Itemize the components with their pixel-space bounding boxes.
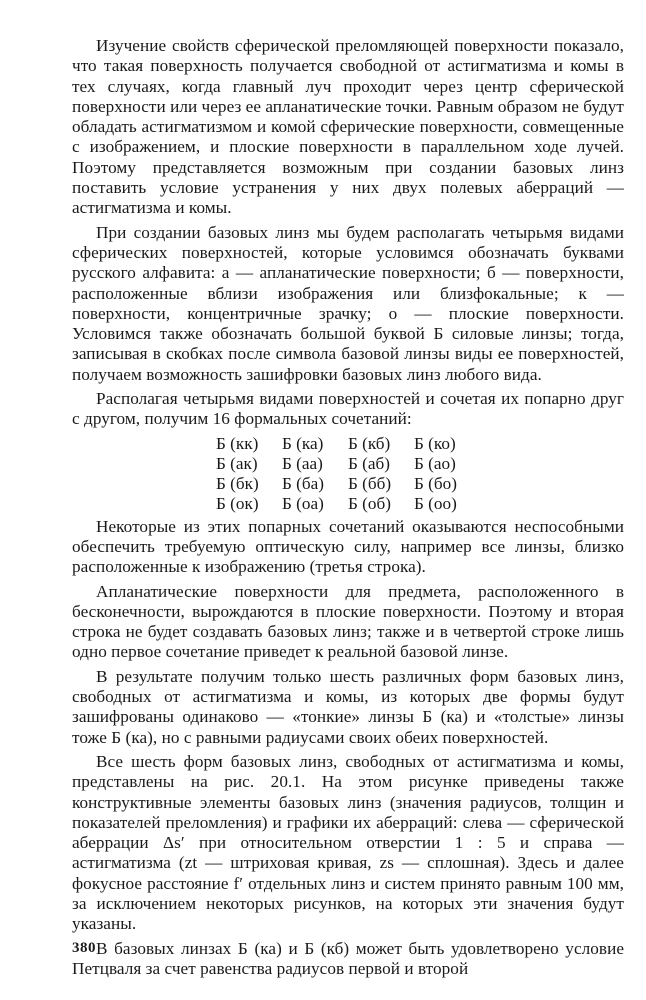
- combination-cell: Б (ка): [282, 433, 324, 453]
- combination-cell: Б (бк): [216, 473, 259, 493]
- combination-cell: Б (бб): [348, 473, 392, 493]
- paragraph-combinations-intro: Располагая четырьмя видами поверхностей и сочетая их попарно друг с другом, получим 16 формальных сочетаний:: [72, 389, 624, 429]
- combination-cell: Б (ко): [414, 433, 456, 453]
- combination-cell: Б (оа): [282, 493, 324, 513]
- combination-cell: Б (ок): [216, 493, 259, 513]
- paragraph-petzval: В базовых линзах Б (ка) и Б (кб) может быть удовлетворено условие Петцваля за счет равенства радиусов первой и второй: [72, 938, 624, 978]
- combination-cell: Б (оо): [414, 493, 457, 513]
- combination-cell: Б (аа): [282, 453, 323, 473]
- combination-cell: Б (ак): [216, 453, 258, 473]
- paragraph-intro: Изучение свойств сферической преломляющей поверхности показало, что такая поверхность получается свободной от астигматизма и комы в тех случаях, когда главный луч проходит через центр сферической поверхности или через ее апланатические точки. Равным образом не будут обладать астигматизмом и комой сферические поверхности, совмещенные с изображением, и плоские поверхности в параллельном ходе лучей. Поэтому представляется возможным при создании базовых линз поставить условие устранения у них двух полевых аберраций — астигматизма и комы.: [72, 36, 624, 218]
- combination-cell: Б (кб): [348, 433, 391, 453]
- combination-cell: Б (об): [348, 493, 391, 513]
- paragraph-result: В результате получим только шесть различных форм базовых линз, свободных от астигматизма и комы, из которых две формы будут зашифрованы одинаково — «тонкие» линзы Б (ка) и «толстые» линзы тоже Б (ка), но с равными радиусами своих обеих поверхностей.: [72, 666, 624, 747]
- paragraph-aplanatic: Апланатические поверхности для предмета, расположенного в бесконечности, вырождаются в плоские поверхности. Поэтому и вторая строка не будет создавать базовых линз; также и в четвертой строке лишь одно первое сочетание приведет к реальной базовой линзе.: [72, 581, 624, 662]
- combination-cell: Б (бо): [414, 473, 457, 493]
- combination-cell: Б (ао): [414, 453, 456, 473]
- paragraph-figure-reference: Все шесть форм базовых линз, свободных от астигматизма и комы, представлены на рис. 20.1. На этом рисунке приведены также конструктивные элементы базовых линз (значения радиусов, толщин и показателей преломления) и графики их аберраций: слева — сферической аберрации Δs′ при относительном отверстии 1 : 5 и справа — астигматизма (zt — штриховая кривая, zs — сплошная). Здесь и далее фокусное расстояние f′ отдельных линз и систем принято равным 100 мм, за исключением некоторых рисунков, на которых эти значения будут указаны.: [72, 751, 624, 934]
- combination-cell: Б (ба): [282, 473, 324, 493]
- combination-cell: Б (аб): [348, 453, 390, 473]
- paragraph-surface-types: При создании базовых линз мы будем располагать четырьмя видами сферических поверхностей, которые условимся обозначать буквами русского алфавита: а — апланатические поверхности; б — поверхности, расположенные вблизи изображения или близфокальные; к — поверхности, концентричные зрачку; о — плоские поверхности. Условимся также обозначать большой буквой Б силовые линзы; тогда, записывая в скобках после символа базовой линзы виды ее поверхностей, получаем возможность зашифровки базовых линз любого вида.: [72, 222, 624, 384]
- combination-cell: Б (кк): [216, 433, 259, 453]
- combinations-table: [72, 434, 624, 514]
- paragraph-unsuitable: Некоторые из этих попарных сочетаний оказываются неспособными обеспечить требуемую оптическую силу, например все линзы, близко расположенные к изображению (третья строка).: [72, 516, 624, 577]
- page-number: 380: [72, 940, 96, 956]
- document-page: [72, 36, 624, 983]
